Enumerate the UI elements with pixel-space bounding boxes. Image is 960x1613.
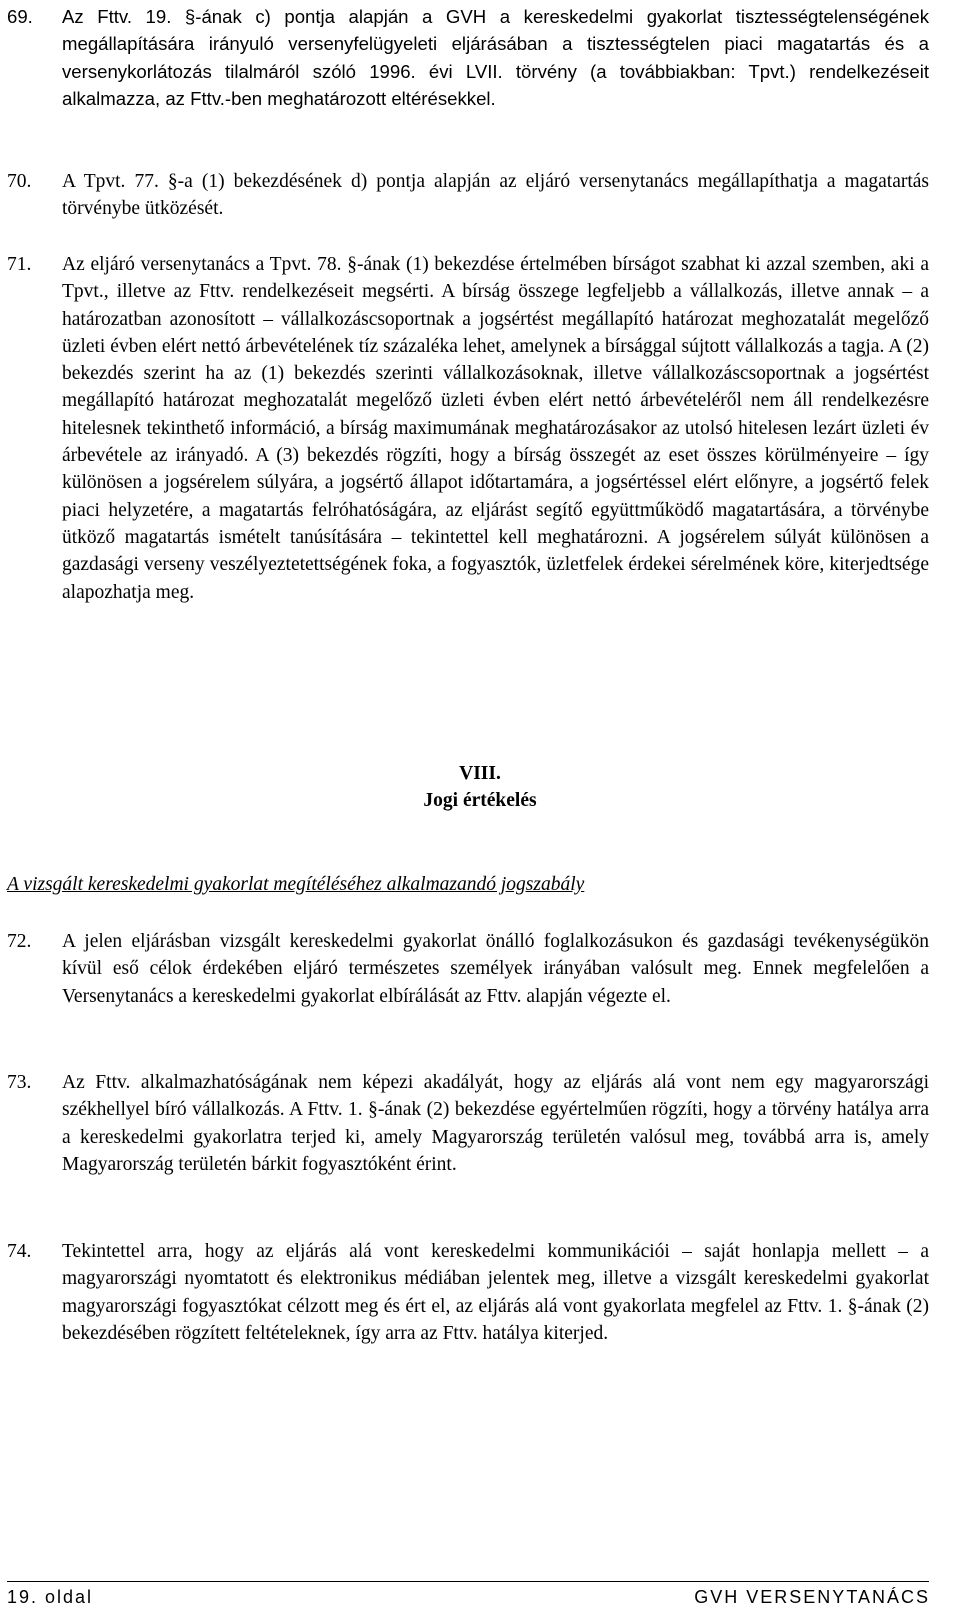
paragraph-71 — [7, 251, 929, 606]
paragraph-70 — [7, 168, 929, 223]
paragraph-text: Tekintettel arra, hogy az eljárás alá vont kereskedelmi kommunikációi – saját honlapja mellett – a magyarországi nyomtatott és elektronikus médiában jelentek meg, illetve a vizsgált kereskedelmi gyakorlat magyarországi fogyasztókat célzott meg és ért el, az eljárás alá vont gyakorlata megfelel az Fttv. 1. §-ának (2) bekezdésében rögzített feltételeknek, így arra az Fttv. hatálya kiterjed. — [62, 1241, 929, 1344]
paragraph-number: 72. — [7, 931, 32, 952]
paragraph-number: 74. — [7, 1241, 32, 1262]
footer-organization: GVH VERSENYTANÁCS — [694, 1587, 930, 1607]
paragraph-number: 69. — [7, 6, 33, 27]
paragraph-72 — [7, 928, 929, 1010]
paragraph-text: A jelen eljárásban vizsgált kereskedelmi gyakorlat önálló foglalkozásukon és gazdasági tevékenységükön kívül eső célok érdekében eljáró természetes személyek irányában valósult meg. Ennek megfelelően a Versenytanács a kereskedelmi gyakorlat elbírálását az Fttv. alapján végezte el. — [62, 931, 929, 1007]
paragraph-number: 71. — [7, 254, 32, 275]
section-title: Jogi értékelés — [423, 790, 537, 811]
footer-page-number: 19. oldal — [7, 1587, 94, 1607]
subheading: A vizsgált kereskedelmi gyakorlat megítéléséhez alkalmazandó jogszabály — [7, 874, 585, 895]
paragraph-73 — [7, 1069, 929, 1178]
paragraph-text: A Tpvt. 77. §-a (1) bekezdésének d) pontja alapján az eljáró versenytanács megállapíthatja a magatartás törvénybe ütközését. — [62, 171, 929, 220]
paragraph-text: Az eljáró versenytanács a Tpvt. 78. §-ának (1) bekezdése értelmében bírságot szabhat ki azzal szemben, aki a Tpvt., illetve az Fttv. rendelkezéseit megsérti. A bírság összege legfeljebb a vállalkozás, illetve annak – a határozatban azonosított – vállalkozáscsoportnak a jogsértést megállapító határozat meghozatalát megelőző üzleti évben elért nettó árbevételének tíz százaléka lehet, amelynek a bírsággal sújtott vállalkozás a tagja. A (2) bekezdés szerint ha az (1) bekezdés szerinti vállalkozásoknak, illetve vállalkozáscsoportnak a jogsértést megállapító határozat meghozatalát megelőző üzleti évben elért nettó árbevételéről nem áll rendelkezésre hitelesnek tekinthető információ, a bírság maximumának meghatározásakor az utolsó hitelesen lezárt üzleti év árbevétele az irányadó. A (3) bekezdés rögzíti, hogy a bírság összegét az eset összes körülményeire – így különösen a jogsérelem súlyára, a jogsértő állapot időtartamára, a jogsértéssel elért előnyre, a jogsértő felek piaci helyzetére, a magatartás felróhatóságára, az eljárást segítő együttműködő magatartására, a törvénybe ütköző magatartás ismételt tanúsítására – tekintettel kell meghatározni. A jogsérelem súlyát különösen a gazdasági verseny veszélyeztetettségének foka, a fogyasztók, üzletfelek érdekei sérelmének köre, kiterjedtsége alapozhatja meg. — [62, 254, 929, 603]
paragraph-number: 70. — [7, 171, 32, 192]
paragraph-74 — [7, 1238, 929, 1347]
paragraph-text: Az Fttv. 19. §-ának c) pontja alapján a GVH a kereskedelmi gyakorlat tisztességtelenségének megállapítására irányuló versenyfelügyeleti eljárásában a tisztességtelen piaci magatartás és a versenykorlátozás tilalmáról szóló 1996. évi LVII. törvény (a továbbiakban: Tpvt.) rendelkezéseit alkalmazza, az Fttv.-ben meghatározott eltérésekkel. — [62, 6, 929, 109]
footer-divider — [7, 1581, 929, 1582]
paragraph-text: Az Fttv. alkalmazhatóságának nem képezi akadályát, hogy az eljárás alá vont nem egy magyarországi székhellyel bíró vállalkozás. A Fttv. 1. §-ának (2) bekezdése egyértelműen rögzíti, hogy a törvény hatálya arra a kereskedelmi gyakorlatra terjed ki, amely Magyarország területén valósul meg, továbbá arra is, amely Magyarország területén bárkit fogyasztóként érint. — [62, 1072, 929, 1175]
section-number: VIII. — [459, 763, 501, 784]
paragraph-69 — [7, 3, 929, 112]
paragraph-number: 73. — [7, 1072, 32, 1093]
